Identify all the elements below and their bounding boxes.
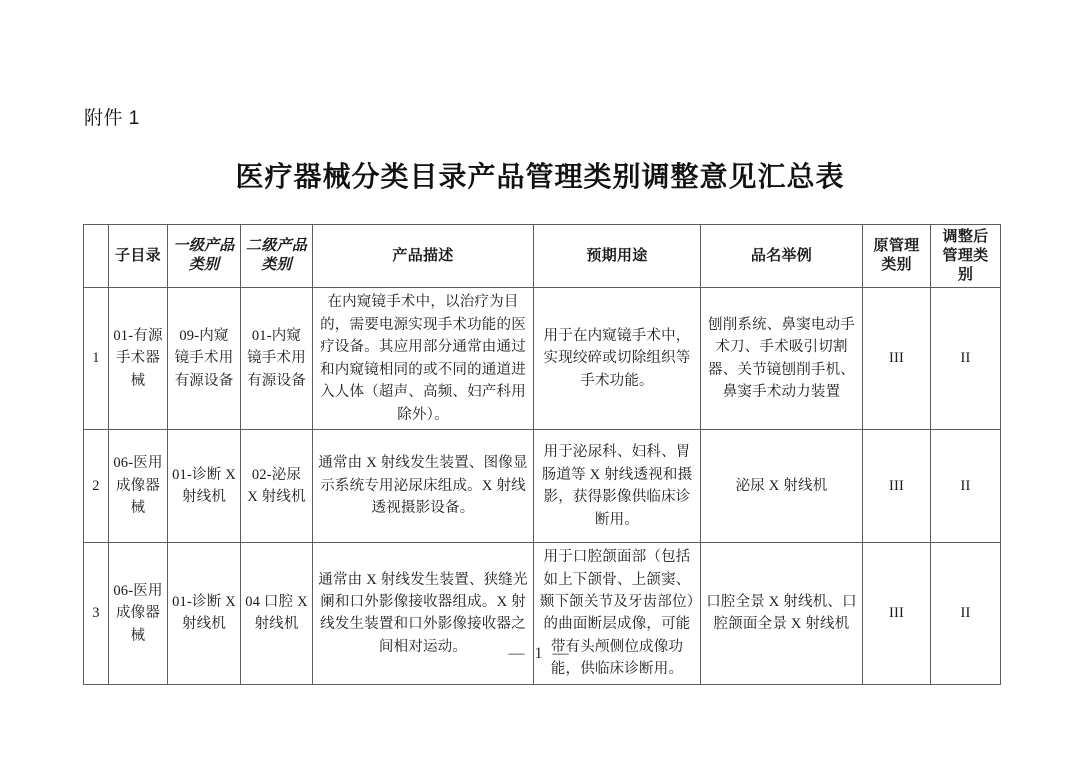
cell-level2: 02-泌尿 X 射线机 [241,430,313,543]
column-header-level2: 二级产品类别 [241,225,313,288]
cell-name-examples: 泌尿 X 射线机 [701,430,863,543]
table-header-row [84,225,1001,288]
cell-intended-use: 用于口腔颌面部（包括如上下颌骨、上颌窦、颞下颌关节及牙齿部位）的曲面断层成像，可能带有头颅侧位成像功能，供临床诊断用。 [534,543,701,685]
cell-level1: 01-诊断 X 射线机 [168,543,241,685]
cell-original-class: III [863,288,931,430]
column-header-original-class: 原管理类别 [863,225,931,288]
cell-adjusted-class: II [931,543,1001,685]
column-header-index [84,225,109,288]
cell-index: 2 [84,430,109,543]
cell-name-examples: 口腔全景 X 射线机、口腔颌面全景 X 射线机 [701,543,863,685]
cell-subcatalog: 06-医用成像器械 [109,430,168,543]
adjustment-summary-table-container [83,224,1000,685]
cell-level2: 04 口腔 X 射线机 [241,543,313,685]
cell-intended-use: 用于在内窥镜手术中，实现绞碎或切除组织等手术功能。 [534,288,701,430]
column-header-description: 产品描述 [313,225,534,288]
cell-index: 3 [84,543,109,685]
table-row [84,543,1001,685]
cell-level1: 01-诊断 X 射线机 [168,430,241,543]
cell-intended-use: 用于泌尿科、妇科、胃肠道等 X 射线透视和摄影，获得影像供临床诊断用。 [534,430,701,543]
cell-subcatalog: 01-有源手术器械 [109,288,168,430]
attachment-label: 附件 1 [84,108,140,129]
page-title: 医疗器械分类目录产品管理类别调整意见汇总表 [235,161,845,192]
cell-description: 通常由 X 射线发生装置、图像显示系统专用泌尿床组成。X 射线透视摄影设备。 [313,430,534,543]
cell-level2: 01-内窥镜手术用有源设备 [241,288,313,430]
cell-adjusted-class: II [931,430,1001,543]
cell-level1: 09-内窥镜手术用有源设备 [168,288,241,430]
table-row [84,430,1001,543]
column-header-intended-use: 预期用途 [534,225,701,288]
table-row [84,288,1001,430]
cell-description: 通常由 X 射线发生装置、狭缝光阑和口外影像接收器组成。X 射线发生装置和口外影像接收器之间相对运动。 [313,543,534,685]
column-header-name-examples: 品名举例 [701,225,863,288]
column-header-subcatalog: 子目录 [109,225,168,288]
cell-subcatalog: 06-医用成像器械 [109,543,168,685]
cell-index: 1 [84,288,109,430]
page-number-footer: — 1 — [508,645,572,662]
cell-adjusted-class: II [931,288,1001,430]
column-header-adjusted-class: 调整后管理类别 [931,225,1001,288]
column-header-level1: 一级产品类别 [168,225,241,288]
cell-original-class: III [863,430,931,543]
cell-original-class: III [863,543,931,685]
cell-description: 在内窥镜手术中，以治疗为目的，需要电源实现手术功能的医疗设备。其应用部分通常由通过和内窥镜相同的或不同的通道进入人体（超声、高频、妇产科用除外）。 [313,288,534,430]
cell-name-examples: 刨削系统、鼻窦电动手术刀、手术吸引切割器、关节镜刨削手机、鼻窦手术动力装置 [701,288,863,430]
adjustment-summary-table [83,224,1001,685]
